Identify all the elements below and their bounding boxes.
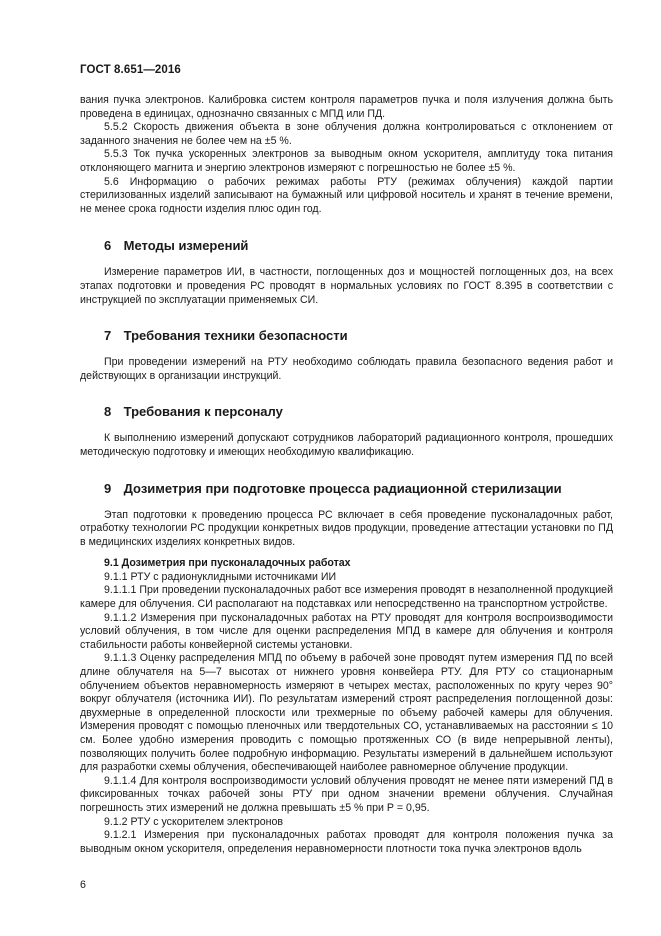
section-9-title: Дозиметрия при подготовке процесса радиационной стерилизации [123,480,562,496]
section-6-number: 6 [104,238,112,254]
section-9-number: 9 [104,480,112,496]
paragraph-5-5-2: 5.5.2 Скорость движения объекта в зоне облучения должна контролироваться с отклонением от заданного значения не более чем на ±5 %. [80,121,613,147]
page-body [80,94,613,856]
paragraph-continuation: вания пучка электронов. Калибровка систем контроля параметров пучка и поля излучения должна быть проведена в единицах, однозначно связанных с МПД или ПД. [80,94,613,120]
section-8-heading [80,404,613,420]
paragraph-9-1-2-1: 9.1.2.1 Измерения при пусконаладочных работах проводят для контроля положения пучка за выводным окном ускорителя, определения неравномерности плотности тока пучка электронов вдоль [80,829,613,855]
section-8-number: 8 [104,404,112,420]
section-7-heading [80,328,613,344]
subsection-9-1-title: 9.1 Дозиметрия при пусконаладочных работах [104,557,351,570]
section-6-title: Методы измерений [123,238,249,254]
section-8-text: К выполнению измерений допускают сотрудников лабораторий радиационного контроля, прошедших методическую подготовку и имеющих необходимую квалификацию. [80,432,613,458]
paragraph-5-6: 5.6 Информацию о рабочих режимах работы РТУ (режимах облучения) каждой партии стерилизованных изделий записывают на бумажный или цифровой носитель и хранят в течение времени, не менее срока годности изделия плюс один год. [80,175,613,215]
section-8-title: Требования к персоналу [123,404,283,420]
paragraph-5-5-3: 5.5.3 Ток пучка ускоренных электронов за выводным окном ускорителя, амплитуду тока питания отклоняющего магнита и энергию электронов измеряют с погрешностью не более ±5 %. [80,148,613,174]
paragraph-9-1-1-2: 9.1.1.2 Измерения при пусконаладочных работах на РТУ проводят для контроля воспроизводимости условий облучения, в том числе для оценки распределения МПД в камере для облучения и контроля стабильности работы конвейерной системы установки. [80,611,613,651]
page-number: 6 [80,879,86,891]
paragraph-9-1-1-3: 9.1.1.3 Оценку распределения МПД по объему в рабочей зоне проводят путем измерения ПД по всей длине облучателя на 5—7 высотах от нижнего уровня конвейера РТУ. Для РТУ со стационарным облучением объектов неравномерность измеряют в четырех местах, расположенных по кругу через 90° вокруг облучателя (источника ИИ). По результатам измерений строят распределения поглощенной дозы: двухмерные в определенной плоскости или трехмерные по объему рабочей камеры для облучения. Измерения проводят с помощью пленочных или твердотельных СО, устанавливаемых на расстоянии ≤ 10 см. Более удобно измерения проводить с помощью протяженных СО (в виде непрерывной ленты), позволяющих получить более подробную информацию. Результаты измерений в дальнейшем используют для разработки схемы облучения, обеспечивающей наиболее равномерное облучение продукции. [80,652,613,774]
paragraph-9-1-1-1: 9.1.1.1 При проведении пусконаладочных работ все измерения проводят в незаполненной продукцией камере для облучения. СИ располагают на подставках или непосредственно на транспортном устройстве. [80,584,613,611]
section-7-title: Требования техники безопасности [123,328,348,344]
paragraph-9-1-2: 9.1.2 РТУ с ускорителем электронов [104,815,283,828]
paragraph-9-1-1-4: 9.1.1.4 Для контроля воспроизводимости условий облучения проводят не менее пяти измерений ПД в фиксированных точках рабочей зоны РТУ при одном значении времени облучения. Случайная погрешность этих измерений не должна превышать ±5 % при Р = 0,95. [80,774,613,814]
page-header-standard-title: ГОСТ 8.651—2016 [80,64,181,76]
section-6-heading [80,238,613,254]
section-9-text: Этап подготовки к проведению процесса РС включает в себя проведение пусконаладочных работ, отработку технологии РС продукции конкретных видов продукции, проведение аттестации установки по ПД в медицинских изделиях конкретных видов. [80,508,613,548]
section-7-text: При проведении измерений на РТУ необходимо соблюдать правила безопасного ведения работ и действующих в организации инструкций. [80,356,613,382]
section-7-number: 7 [104,328,112,344]
section-6-text: Измерение параметров ИИ, в частности, поглощенных доз и мощностей поглощенных доз, на всех этапах подготовки и проведения РС проводят в нормальных условиях по ГОСТ 8.395 в соответствии с инструкцией по эксплуатации применяемых СИ. [80,266,613,306]
paragraph-9-1-1: 9.1.1 РТУ с радионуклидными источниками ИИ [104,570,337,583]
section-9-heading [80,481,613,497]
